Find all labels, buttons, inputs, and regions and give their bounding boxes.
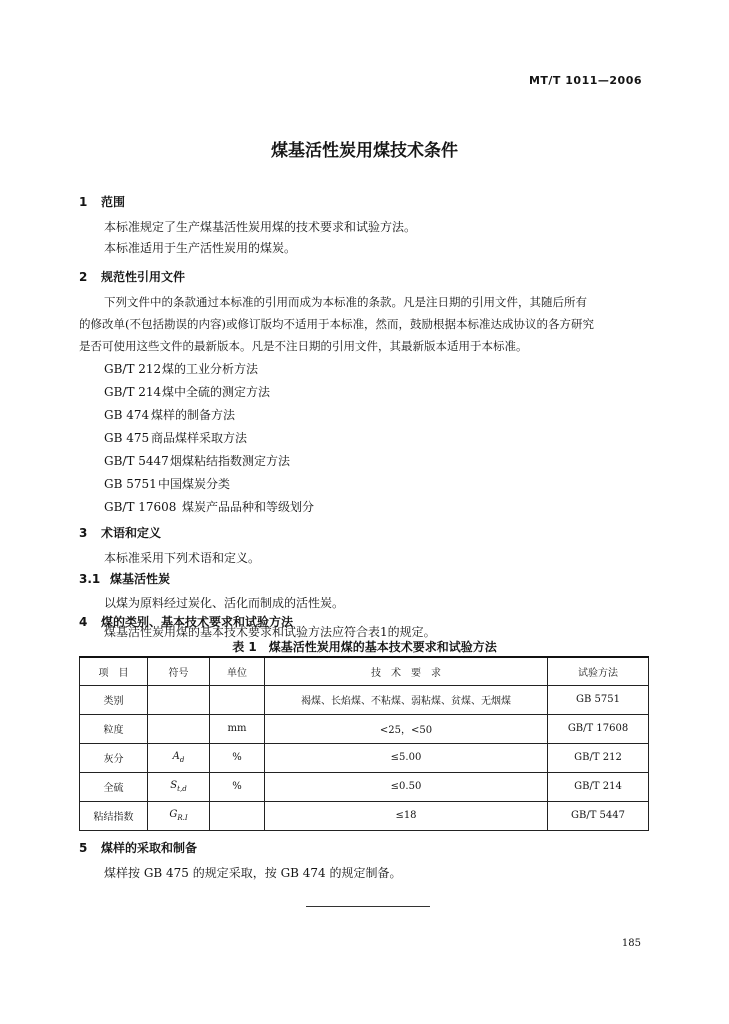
cell-method: GB/T 17608 bbox=[548, 714, 649, 743]
cell-requirement: ≤5.00 bbox=[265, 743, 548, 772]
section-5-heading bbox=[79, 839, 197, 856]
reference-item bbox=[104, 452, 290, 469]
cell-requirement: ≤0.50 bbox=[265, 772, 548, 801]
section-1-paragraph-2: 本标准适用于生产活性炭用的煤炭。 bbox=[104, 241, 297, 255]
reference-name: 商品煤样采取方法 bbox=[151, 431, 248, 445]
reference-item bbox=[104, 406, 235, 423]
reference-code: GB 474 bbox=[104, 408, 150, 422]
table-row bbox=[80, 801, 649, 830]
section-2-line-2: 的修改单(不包括勘误的内容)或修订版均不适用于本标准，然而，鼓励根据本标准达成协议的各方研究 bbox=[79, 317, 594, 331]
reference-name: 煤炭产品品种和等级划分 bbox=[182, 500, 315, 514]
reference-item bbox=[104, 360, 258, 377]
reference-name: 煤中全硫的测定方法 bbox=[162, 385, 271, 399]
cell-unit: % bbox=[210, 772, 265, 801]
section-1-paragraph-1: 本标准规定了生产煤基活性炭用煤的技术要求和试验方法。 bbox=[104, 220, 417, 234]
cell-symbol: $S_{t,d}$ bbox=[148, 772, 210, 801]
cell-symbol bbox=[148, 714, 210, 743]
section-number: 2 bbox=[79, 270, 88, 284]
section-3-paragraph: 本标准采用下列术语和定义。 bbox=[104, 551, 261, 565]
subsection-3-1-paragraph: 以煤为原料经过炭化、活化而制成的活性炭。 bbox=[104, 596, 345, 610]
table-title: 表 1 煤基活性炭用煤的基本技术要求和试验方法 bbox=[232, 640, 497, 654]
document-title: 煤基活性炭用煤技术条件 bbox=[271, 141, 458, 161]
section-number: 1 bbox=[79, 195, 88, 209]
cell-method: GB/T 212 bbox=[548, 743, 649, 772]
table-row bbox=[80, 743, 649, 772]
requirements-table bbox=[79, 656, 649, 831]
reference-code: GB 475 bbox=[104, 431, 150, 445]
subsection-title: 煤基活性炭 bbox=[110, 572, 171, 586]
cell-requirement: <25，<50 bbox=[265, 714, 548, 743]
reference-code: GB/T 214 bbox=[104, 385, 162, 399]
table-row bbox=[80, 772, 649, 801]
reference-code: GB 5751 bbox=[104, 477, 157, 491]
section-title: 规范性引用文件 bbox=[101, 270, 186, 284]
cell-item: 灰分 bbox=[80, 743, 148, 772]
column-header-unit: 单位 bbox=[210, 657, 265, 685]
section-number: 3 bbox=[79, 526, 88, 540]
section-3-heading bbox=[79, 524, 161, 541]
section-title: 术语和定义 bbox=[101, 526, 162, 540]
cell-item: 类别 bbox=[80, 685, 148, 714]
section-title: 煤样的采取和制备 bbox=[101, 841, 198, 855]
column-header-item: 项 目 bbox=[80, 657, 148, 685]
table-row bbox=[80, 685, 649, 714]
cell-item: 粒度 bbox=[80, 714, 148, 743]
column-header-method: 试验方法 bbox=[548, 657, 649, 685]
document-code: MT/T 1011—2006 bbox=[528, 74, 642, 87]
section-2-line-1: 下列文件中的条款通过本标准的引用而成为本标准的条款。凡是注日期的引用文件，其随后所有 bbox=[104, 295, 587, 309]
cell-unit: mm bbox=[210, 714, 265, 743]
section-title: 范围 bbox=[101, 195, 126, 209]
section-number: 4 bbox=[79, 615, 88, 629]
reference-code: GB/T 5447 bbox=[104, 454, 169, 468]
section-4-intro: 煤基活性炭用煤的基本技术要求和试验方法应符合表1的规定。 bbox=[104, 625, 436, 639]
cell-requirement: 褐煤、长焰煤、不粘煤、弱粘煤、贫煤、无烟煤 bbox=[265, 685, 548, 714]
page-number: 185 bbox=[621, 938, 641, 949]
column-header-symbol: 符号 bbox=[148, 657, 210, 685]
cell-method: GB 5751 bbox=[548, 685, 649, 714]
end-rule bbox=[306, 906, 430, 907]
reference-item bbox=[104, 498, 314, 515]
reference-item bbox=[104, 475, 230, 492]
subsection-3-1-heading bbox=[79, 570, 170, 587]
column-header-requirement: 技 术 要 求 bbox=[265, 657, 548, 685]
section-5-paragraph: 煤样按 GB 475 的规定采取，按 GB 474 的规定制备。 bbox=[104, 866, 402, 880]
reference-name: 煤的工业分析方法 bbox=[162, 362, 259, 376]
section-2-line-3: 是否可使用这些文件的最新版本。凡是不注日期的引用文件，其最新版本适用于本标准。 bbox=[79, 339, 528, 353]
cell-unit bbox=[210, 685, 265, 714]
cell-unit bbox=[210, 801, 265, 830]
cell-symbol: $G_{R.I}$ bbox=[148, 801, 210, 830]
section-1-heading bbox=[79, 193, 125, 210]
reference-name: 烟煤粘结指数测定方法 bbox=[170, 454, 291, 468]
table-header-row bbox=[80, 657, 649, 685]
reference-item bbox=[104, 429, 247, 446]
reference-code: GB/T 212 bbox=[104, 362, 162, 376]
cell-method: GB/T 214 bbox=[548, 772, 649, 801]
section-number: 5 bbox=[79, 841, 88, 855]
cell-requirement: ≤18 bbox=[265, 801, 548, 830]
cell-unit: % bbox=[210, 743, 265, 772]
cell-symbol bbox=[148, 685, 210, 714]
table-row bbox=[80, 714, 649, 743]
cell-item: 粘结指数 bbox=[80, 801, 148, 830]
cell-symbol: $A_d$ bbox=[148, 743, 210, 772]
cell-method: GB/T 5447 bbox=[548, 801, 649, 830]
reference-name: 中国煤炭分类 bbox=[158, 477, 231, 491]
reference-name: 煤样的制备方法 bbox=[151, 408, 236, 422]
reference-item bbox=[104, 383, 270, 400]
section-2-heading bbox=[79, 268, 185, 285]
reference-code: GB/T 17608 bbox=[104, 500, 177, 514]
subsection-number: 3.1 bbox=[79, 572, 101, 586]
section-title: 煤的类别、基本技术要求和试验方法 bbox=[101, 615, 294, 629]
cell-item: 全硫 bbox=[80, 772, 148, 801]
